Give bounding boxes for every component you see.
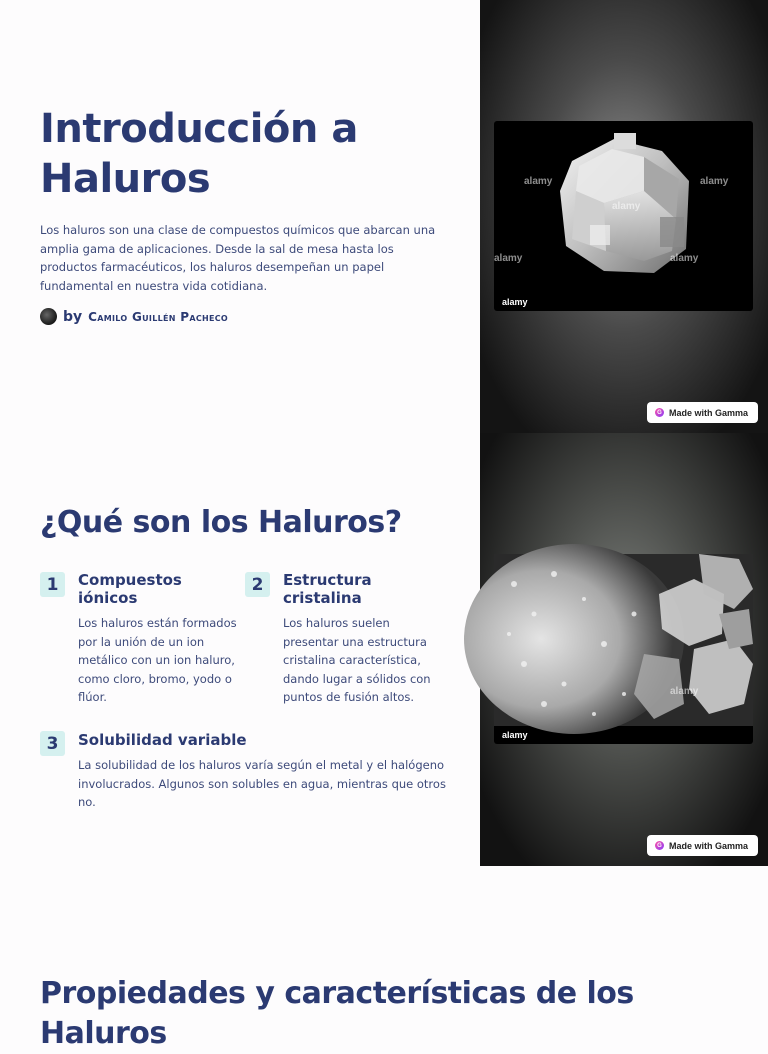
badge-label: Made with Gamma bbox=[668, 407, 748, 418]
item-title: Estructura cristalina bbox=[283, 571, 372, 607]
item-text: La solubilidad de los haluros varía según el metal y el halógeno involucrados. Algunos son solubles en agua, mientras que otros no. bbox=[78, 758, 446, 809]
author-name: Camilo Guillén Pacheco bbox=[88, 309, 229, 324]
author-prefix: by bbox=[63, 308, 83, 325]
image-panel bbox=[480, 433, 768, 866]
item-text: Los haluros están formados por la unión de un ion metálico con un ion haluro, como cloro, bromo, yodo o flúor. bbox=[78, 616, 237, 704]
halite-crystal-photo bbox=[494, 121, 753, 311]
halite-crystal-image bbox=[494, 121, 753, 311]
item-number: 3 bbox=[40, 731, 65, 756]
section-title: Propiedades y características de los Haluros bbox=[40, 976, 634, 1051]
slide-title: Introducción a Haluros bbox=[40, 106, 358, 202]
item-number: 2 bbox=[245, 572, 270, 597]
author-line bbox=[40, 308, 228, 325]
watermark: alamy bbox=[670, 253, 699, 264]
gamma-logo-icon: G bbox=[655, 841, 664, 850]
slide-introduccion bbox=[0, 0, 768, 433]
slide-propiedades bbox=[0, 866, 768, 1051]
slide-que-son bbox=[0, 433, 768, 866]
watermark: alamy bbox=[524, 176, 553, 187]
item-number: 1 bbox=[40, 572, 65, 597]
intro-paragraph: Los haluros son una clase de compuestos químicos que abarcan una amplia gama de aplicaciones. Desde la sal de mesa hasta los productos farmacéuticos, los haluros desempeñan un papel fundamental en nuestra vida cotidiana. bbox=[40, 223, 436, 293]
made-with-gamma-badge[interactable] bbox=[647, 835, 758, 856]
item-text: Los haluros suelen presentar una estructura cristalina característica, dando lugar a sólidos con puntos de fusión altos. bbox=[283, 616, 431, 704]
gamma-logo-icon: G bbox=[655, 408, 664, 417]
watermark: alamy bbox=[670, 686, 699, 697]
watermark: alamy bbox=[612, 201, 641, 212]
badge-label: Made with Gamma bbox=[668, 840, 748, 851]
item-title: Solubilidad variable bbox=[78, 731, 247, 749]
watermark: alamy bbox=[494, 253, 523, 264]
alamy-logo: alamy bbox=[502, 730, 528, 740]
salt-crystals-image bbox=[494, 554, 753, 744]
alamy-logo: alamy bbox=[502, 297, 528, 307]
item-title: Compuestos iónicos bbox=[78, 571, 182, 607]
made-with-gamma-badge[interactable] bbox=[647, 402, 758, 423]
salt-crystals-photo bbox=[494, 554, 753, 744]
section-title: ¿Qué son los Haluros? bbox=[40, 505, 402, 540]
watermark: alamy bbox=[700, 176, 729, 187]
image-panel bbox=[480, 0, 768, 433]
avatar bbox=[40, 308, 57, 325]
